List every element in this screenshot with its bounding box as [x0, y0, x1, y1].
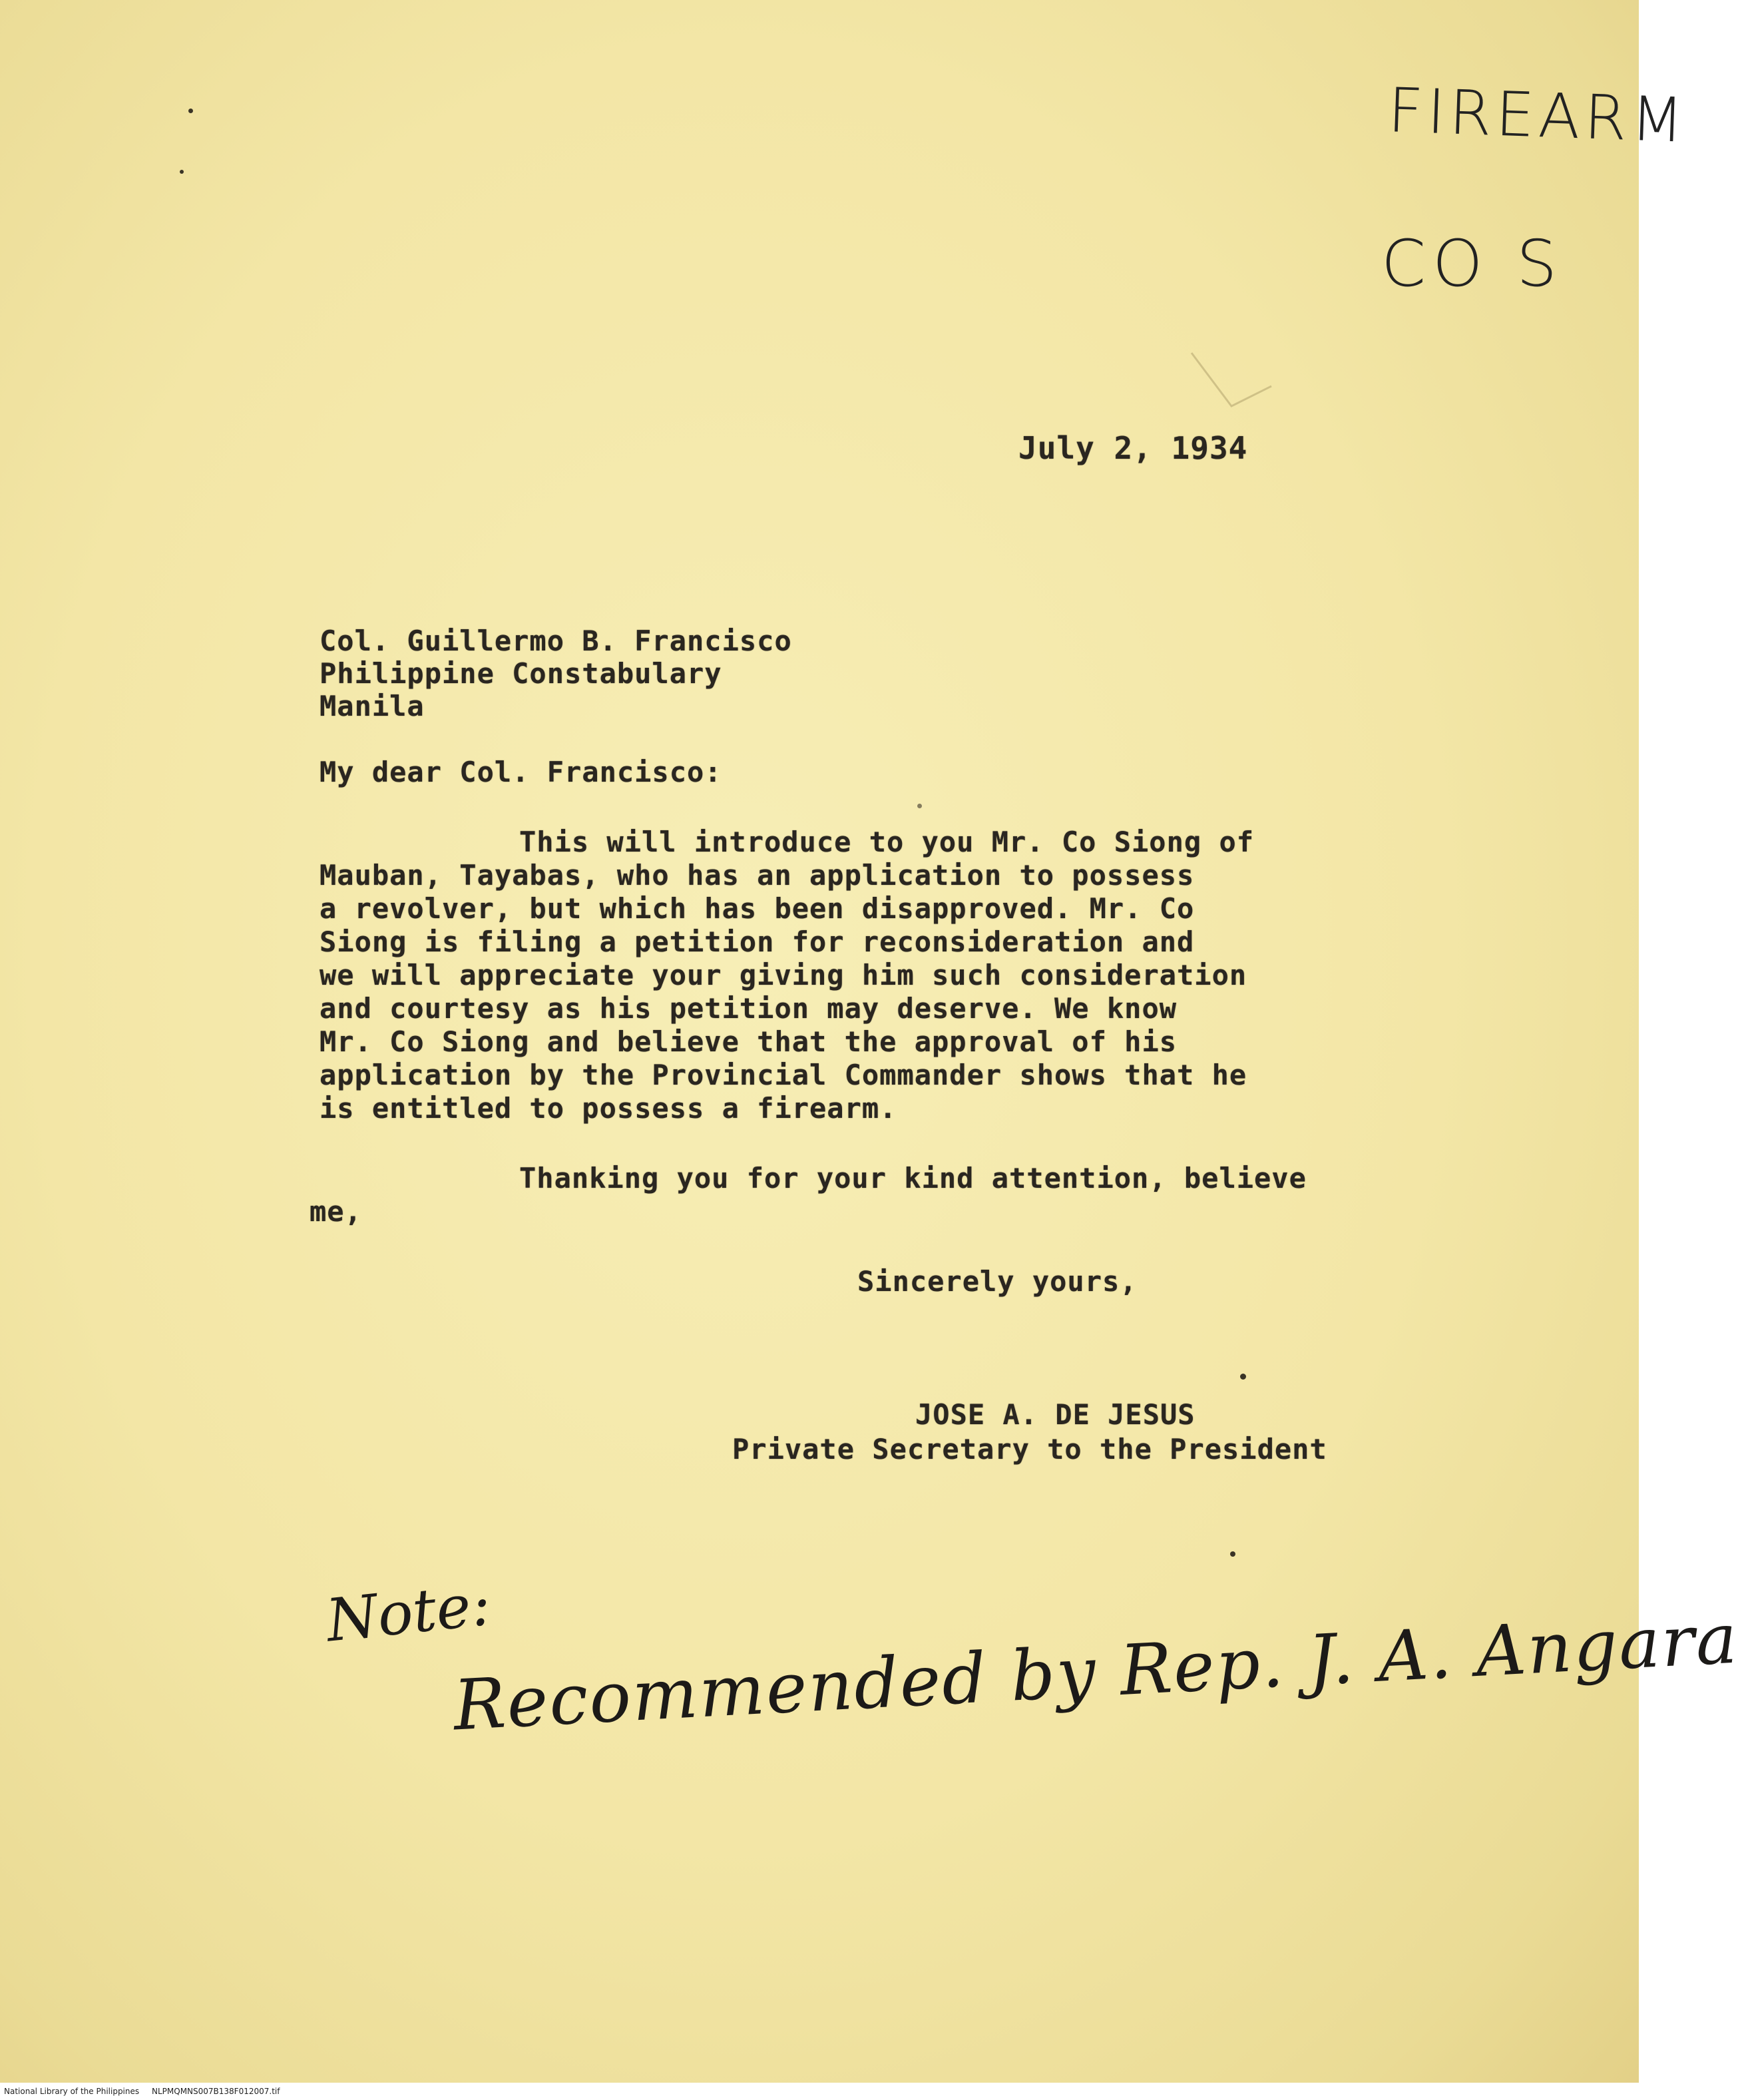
letter-date: July 2, 1934	[1018, 430, 1248, 466]
closing-line: me,	[310, 1195, 362, 1228]
paper-speck	[1240, 1374, 1246, 1380]
recipient-name: Col. Guillermo B. Francisco	[320, 625, 792, 657]
body-line: a revolver, but which has been disapproved. Mr. Co	[320, 892, 1195, 925]
body-line: Mauban, Tayabas, who has an application to possess	[320, 859, 1195, 892]
scan-border-right	[1639, 0, 1647, 2100]
handwritten-note-label: Note:	[323, 1569, 494, 1655]
paper-speck	[180, 170, 184, 174]
footer-institution: National Library of the Philippines	[4, 2087, 140, 2096]
paper-crease	[1185, 346, 1278, 453]
recipient-organization: Philippine Constabulary	[320, 657, 722, 690]
paper-speck	[1230, 1551, 1235, 1557]
annotation-firearm: FIREARM	[1387, 75, 1689, 156]
sign-off: Sincerely yours,	[857, 1265, 1138, 1298]
footer-file-name: NLPMQMNS007B138F012007.tif	[152, 2087, 280, 2096]
salutation: My dear Col. Francisco:	[320, 756, 722, 788]
body-line: application by the Provincial Commander shows that he	[320, 1059, 1247, 1091]
paper-speck	[917, 804, 922, 808]
body-line: Mr. Co Siong and believe that the approval of his	[320, 1025, 1178, 1058]
body-line: This will introduce to you Mr. Co Siong of	[519, 826, 1255, 858]
handwritten-note-text: Recommended by Rep. J. A. Angara	[451, 1597, 1740, 1746]
signer-name: JOSE A. DE JESUS	[915, 1398, 1196, 1431]
closing-line: Thanking you for your kind attention, believe	[519, 1162, 1307, 1194]
recipient-city: Manila	[320, 690, 425, 722]
paper-speck	[188, 109, 193, 113]
body-line: Siong is filing a petition for reconsideration and	[320, 925, 1195, 958]
body-line: is entitled to possess a firearm.	[320, 1092, 897, 1125]
body-line: we will appreciate your giving him such consideration	[320, 959, 1247, 991]
annotation-cos: CO S	[1381, 226, 1564, 301]
signer-title: Private Secretary to the President	[732, 1433, 1327, 1465]
body-line: and courtesy as his petition may deserve. We know	[320, 992, 1178, 1025]
